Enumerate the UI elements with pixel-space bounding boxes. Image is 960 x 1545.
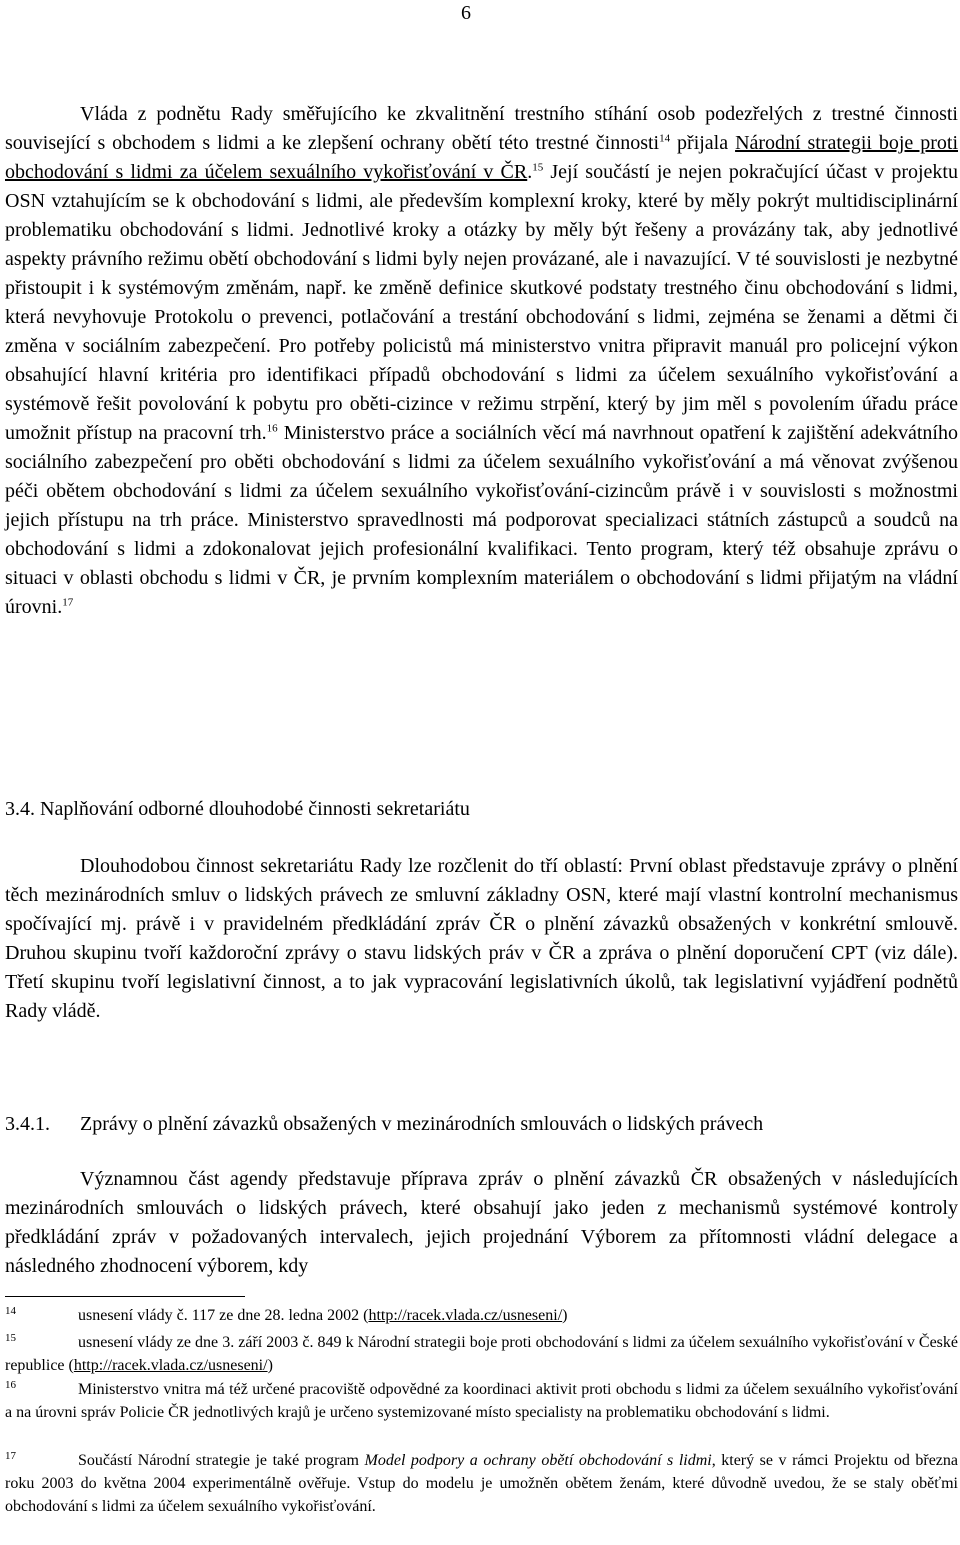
paragraph-text: Ministerstvo práce a sociálních věcí má navrhnout opatření k zajištění adekvátního sociálního zabezpečení pro oběti obchodování s lidmi za účelem sexuálního vykořisťování a má věnovat zvýšenou péči obětem obchodování s lidmi za účelem sexuálního vykořisťování-cizincům právě i v souvislosti s možnostmi jejich přístupu na trh práce. Ministerstvo spravedlnosti má podporovat specializaci státních zástupců a soudců na obchodování s lidmi a zdokonalovat jejich profesionální kvalifikaci. Tento program, který též obsahuje zprávu o situaci v oblasti obchodu s lidmi v ČR, je prvním komplexním materiálem o obchodování s lidmi přijatým na vládní úrovni. [5, 422, 958, 618]
heading-text: Zprávy o plnění závazků obsažených v mezinárodních smlouvách o lidských právech [80, 1113, 764, 1135]
paragraph-text: Její součástí je nejen pokračující účast v projektu OSN vztahujícím se k obchodování s lidmi, ale především komplexní kroky, které by měly pokrýt multidisciplinární problematiku obchodování s lidmi. Jednotlivé kroky a otázky by měly být řešeny a provázány tak, aby jednotlivé aspekty právního režimu obětí obchodování s lidmi byly nejen provázané, ale i navazující. V té souvislosti je nezbytné přistoupit i k systémovým změnám, např. ke změně definice skutkové podstaty trestného činu obchodování s lidmi, která nevyhovuje Protokolu o prevenci, potlačování a trestání obchodování s lidmi, zejména se ženami a dětmi či změna v sociálním zabezpečení. Pro potřeby policistů má ministerstvo vnitra připravit manuál pro policejní výkon obsahující hlavní kritéria pro identifikaci případů obchodování s lidmi za účelem sexuálního vykořisťování a systémově řešit povolování k pobytu pro oběti-cizince v režimu strpění, který by jim měl s povolením úřadu práce umožnit přístup na pracovní trh. [5, 161, 958, 444]
paragraph-text: . [527, 161, 533, 183]
footnote-ref-17[interactable]: 17 [62, 596, 74, 609]
footnote-number: 17 [5, 1450, 16, 1462]
footnote-link[interactable]: http://racek.vlada.cz/usneseni/ [368, 1307, 563, 1324]
heading-number: 3.4.1. [5, 1113, 50, 1135]
paragraph-text: přijala [670, 132, 736, 154]
footnote-number: 14 [5, 1305, 16, 1317]
footnote-number: 16 [5, 1379, 16, 1391]
footnote-link[interactable]: http://racek.vlada.cz/usneseni/ [73, 1357, 268, 1374]
section-heading-3-4: 3.4. Naplňování odborné dlouhodobé činnosti sekretariátu [5, 798, 470, 820]
footnote-divider [5, 1296, 245, 1297]
footnote-ref-14[interactable]: 14 [659, 132, 671, 145]
footnote-ref-15[interactable]: 15 [532, 161, 544, 174]
paragraph-text: Vláda z podnětu Rady směřujícího ke zkvalitnění trestního stíhání osob podezřelých z trestné činnosti související s obchodem s lidmi a ke zlepšení ochrany obětí této trestné činnosti [5, 103, 958, 154]
paragraph-national-strategy [5, 100, 958, 622]
footnote-17 [5, 1449, 958, 1518]
footnote-14 [5, 1304, 958, 1327]
footnote-ref-16[interactable]: 16 [266, 422, 278, 435]
footnote-text: , který se v rámci Projektu od března roku 2003 do května 2004 experimentálně ověřuje. Vstup do modelu je umožněn obětem ženám, které důvodně uvedou, že se staly oběťmi obchodování s lidmi za účelem sexuálního vykořisťování. [5, 1452, 959, 1515]
footnote-15 [5, 1331, 958, 1377]
page-number: 6 [461, 2, 471, 24]
paragraph-treaty-reports: Významnou část agendy představuje příprava zpráv o plnění závazků ČR obsažených v následujících mezinárodních smlouvách o lidských právech, které obsahují jako jeden z mechanismů systémové kontroly předkládání zpráv v požadovaných intervalech, jejich projednání Výborem za přítomnosti vládní delegace a následného zhodnocení výborem, kdy [5, 1168, 958, 1277]
footnote-text: ) [267, 1357, 273, 1374]
footnote-text: Ministerstvo vnitra má též určené pracoviště odpovědné za koordinaci aktivit proti obchodu s lidmi za účelem sexuálního vykořisťování a na úrovni správ Policie ČR jednotlivých krajů je určeno systemizované místo specialisty na problematiku obchodování s lidmi. [5, 1381, 958, 1421]
footnote-text: usnesení vlády ze dne 3. září 2003 č. 849 k Národní strategii boje proti obchodování s lidmi za účelem sexuálního vykořisťování v České republice ( [5, 1334, 958, 1374]
strategy-link[interactable]: Národní strategii boje proti obchodování s lidmi za účelem sexuálního vykořisťování v ČR [5, 132, 959, 183]
paragraph-secretariat: Dlouhodobou činnost sekretariátu Rady lze rozčlenit do tří oblastí: První oblast představuje zprávy o plnění těch mezinárodních smluv o lidských právech ze smluvní základny OSN, které mají vlastní kontrolní mechanismus spočívající mj. právě i v pravidelném předkládání zpráv ČR o plnění závazků obsažených v konkrétní smlouvě. Druhou skupinu tvoří každoroční zprávy o stavu lidských práv v ČR a zpráva o plnění doporučení CPT (viz dále). Třetí skupinu tvoří legislativní činnost, a to jak vypracování legislativních úkolů, tak legislativní vyjádření podnětů Rady vládě. [5, 855, 958, 1022]
footnote-text: ) [562, 1307, 568, 1324]
footnote-number: 15 [5, 1332, 16, 1344]
footnote-text: Součástí Národní strategie je také program [78, 1452, 365, 1469]
footnote-italic-title: Model podpory a ochrany obětí obchodování s lidmi [364, 1452, 712, 1469]
footnote-16 [5, 1378, 958, 1424]
section-heading-3-4-1 [5, 1110, 763, 1138]
footnote-text: usnesení vlády č. 117 ze dne 28. ledna 2002 ( [78, 1307, 369, 1324]
